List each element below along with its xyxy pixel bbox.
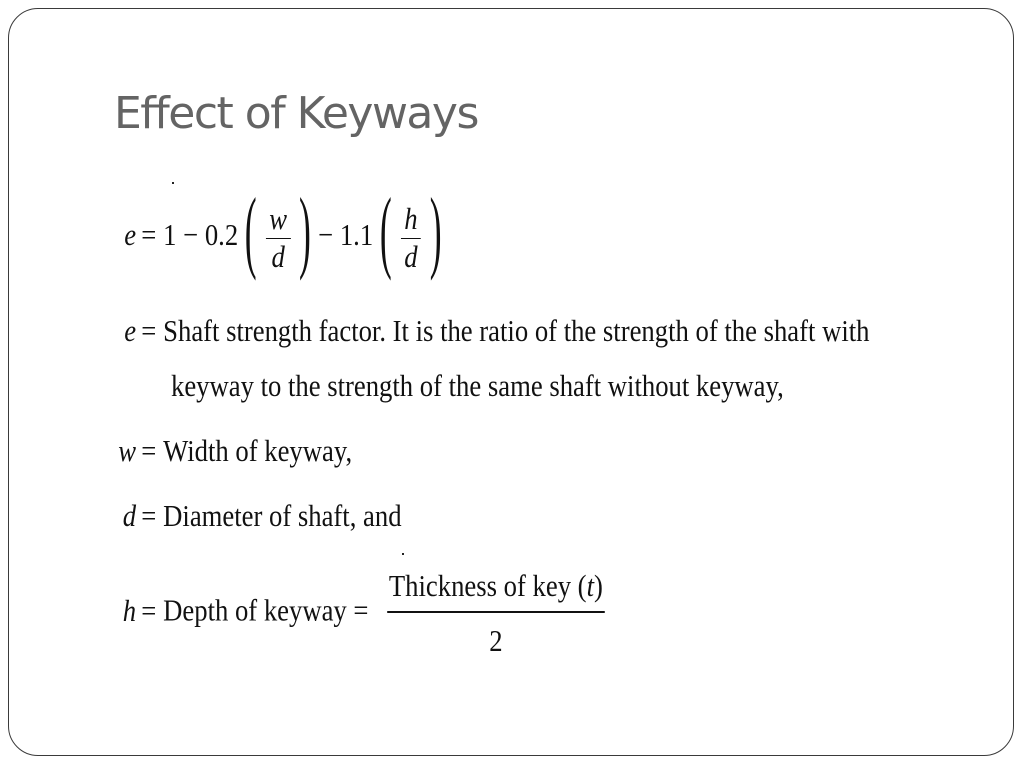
left-paren-2: (: [380, 179, 393, 281]
formula-constant: 1 − 0.2: [163, 217, 239, 253]
depth-fraction-denominator: 2: [489, 622, 503, 658]
definition-h-symbol: h: [122, 592, 137, 628]
slide-title: Effect of Keyways: [114, 88, 478, 139]
definition-d: [112, 498, 402, 534]
definition-w-equals: =: [141, 433, 157, 468]
right-paren-2: ): [429, 179, 442, 281]
fraction-w-over-d: [266, 200, 291, 274]
depth-numerator-text: Thickness of key (: [388, 568, 587, 603]
definition-e-line2: keyway to the strength of the same shaft without keyway,: [171, 368, 784, 403]
left-paren-1: (: [245, 179, 258, 281]
fraction-h-over-d: [401, 200, 421, 274]
definition-h-label: Depth of keyway =: [163, 592, 369, 628]
stray-dot-top: [172, 182, 174, 184]
definition-h-equals: =: [141, 592, 157, 628]
definition-e-continuation: [171, 368, 784, 404]
right-paren-1: ): [299, 179, 312, 281]
definition-e-symbol: e: [124, 313, 137, 348]
definition-w-symbol: w: [118, 433, 137, 468]
definition-h: [112, 570, 605, 657]
fraction-2-denominator: d: [404, 238, 418, 274]
definition-d-text: Diameter of shaft, and: [163, 498, 402, 533]
definition-w: [112, 433, 352, 469]
definition-d-equals: =: [141, 498, 157, 533]
formula-minus-coefficient: − 1.1: [318, 217, 374, 253]
depth-numerator-close: ): [593, 568, 603, 603]
fraction-2-numerator: h: [401, 203, 421, 239]
stray-dot-bottom: [402, 553, 404, 555]
strength-factor-formula: [112, 179, 442, 284]
depth-fraction: [387, 570, 604, 657]
definition-d-symbol: d: [122, 498, 137, 533]
depth-numerator-var: t: [586, 568, 594, 603]
fraction-1-numerator: w: [266, 203, 291, 239]
definition-e: [112, 313, 869, 349]
depth-fraction-numerator: [387, 570, 604, 613]
formula-equals: =: [141, 217, 157, 253]
formula-lhs: e: [124, 217, 137, 253]
definition-e-equals: =: [141, 313, 157, 348]
definition-w-text: Width of keyway,: [163, 433, 353, 468]
definition-e-line1: Shaft strength factor. It is the ratio of the strength of the shaft with: [163, 313, 870, 348]
fraction-1-denominator: d: [271, 238, 285, 274]
